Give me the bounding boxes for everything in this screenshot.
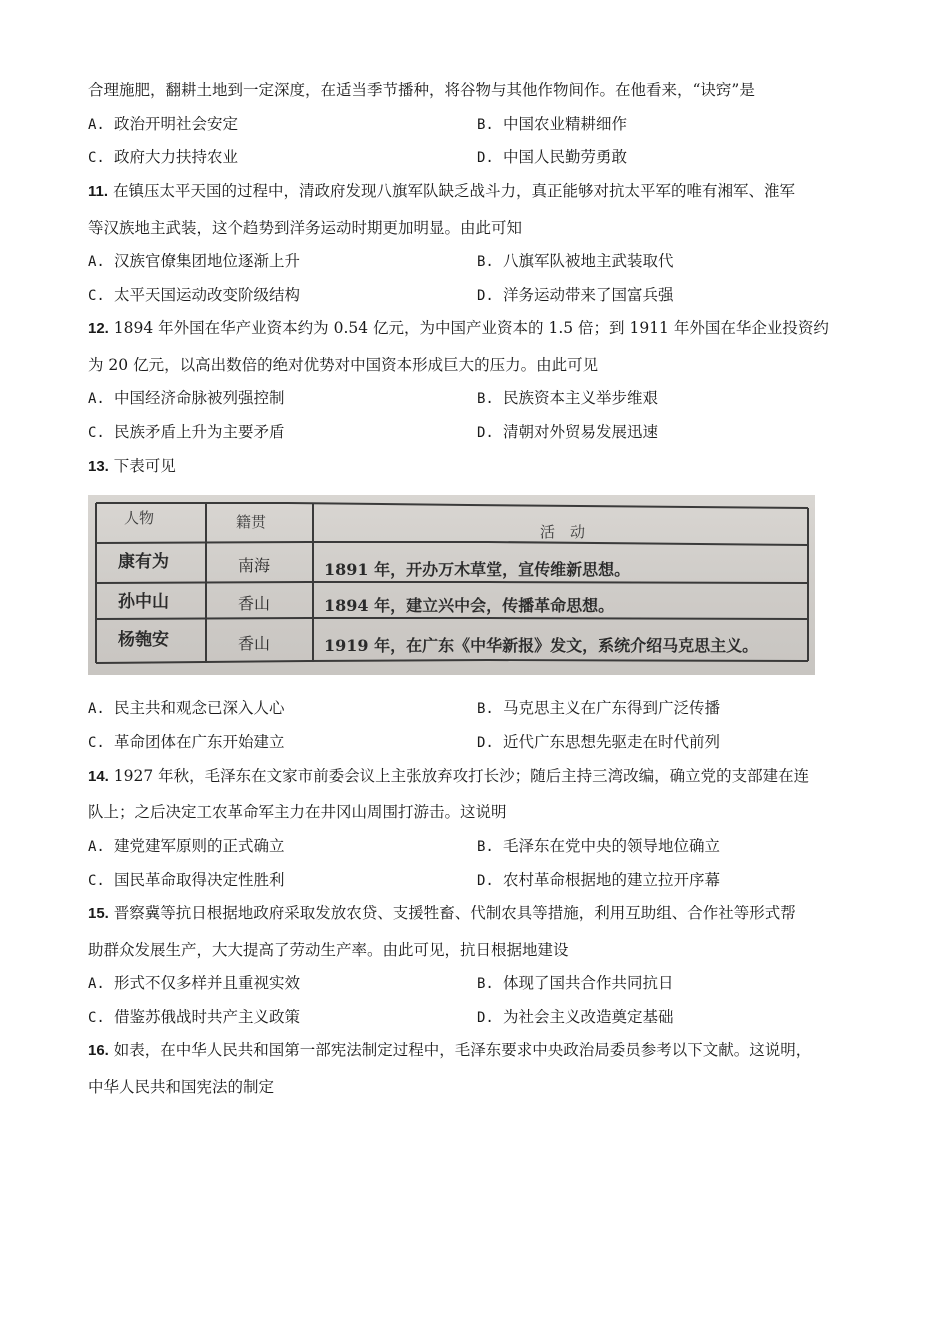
q12-option-b[interactable]: B. 民族资本主义举步维艰 <box>477 389 659 407</box>
q15-option-a[interactable]: A. 形式不仅多样并且重视实效 <box>88 974 301 992</box>
q15-stem-line2: 助群众发展生产，大大提高了劳动生产率。由此可见，抗日根据地建设 <box>88 941 569 959</box>
q14-option-a[interactable]: A. 建党建军原则的正式确立 <box>88 837 285 855</box>
q14-option-b[interactable]: B. 毛泽东在党中央的领导地位确立 <box>477 837 721 855</box>
table-row3-person: 杨匏安 <box>118 630 169 650</box>
q12-stem-line2: 为 20 亿元，以高出数倍的绝对优势对中国资本形成巨大的压力。由此可见 <box>88 356 599 374</box>
q14-option-c[interactable]: C. 国民革命取得决定性胜利 <box>88 871 285 889</box>
q14-option-d[interactable]: D. 农村革命根据地的建立拉开序幕 <box>477 871 721 889</box>
q11-stem-line2: 等汉族地主武装，这个趋势到洋务运动时期更加明显。由此可知 <box>88 219 523 237</box>
table-row1-person: 康有为 <box>118 552 169 572</box>
q10-option-d[interactable]: D. 中国人民勤劳勇敢 <box>477 148 628 166</box>
q11-option-a[interactable]: A. 汉族官僚集团地位逐渐上升 <box>88 252 301 270</box>
q10-option-c[interactable]: C. 政府大力扶持农业 <box>88 148 239 166</box>
q16-stem-line2: 中华人民共和国宪法的制定 <box>88 1078 275 1096</box>
q12-option-a[interactable]: A. 中国经济命脉被列强控制 <box>88 389 285 407</box>
q13-table-photo <box>88 495 815 675</box>
q12-option-d[interactable]: D. 清朝对外贸易发展迅速 <box>477 423 659 441</box>
q13-option-c[interactable]: C. 革命团体在广东开始建立 <box>88 733 285 751</box>
q10-stem: 合理施肥，翻耕土地到一定深度，在适当季节播种，将谷物与其他作物间作。在他看来，“诀窍”是 <box>88 81 755 99</box>
q15-option-b[interactable]: B. 体现了国共合作共同抗日 <box>477 974 674 992</box>
table-header-person: 人物 <box>124 509 155 527</box>
q14-stem-line1: 14. 1927 年秋，毛泽东在文家市前委会议上主张放弃攻打长沙；随后主持三湾改编，确立党的支部建在连 <box>88 767 810 785</box>
q13-option-b[interactable]: B. 马克思主义在广东得到广泛传播 <box>477 699 721 717</box>
table-row1-origin: 南海 <box>238 556 271 575</box>
q11-option-b[interactable]: B. 八旗军队被地主武装取代 <box>477 252 674 270</box>
q11-option-d[interactable]: D. 洋务运动带来了国富兵强 <box>477 286 674 304</box>
q10-option-b[interactable]: B. 中国农业精耕细作 <box>477 115 628 133</box>
q15-option-d[interactable]: D. 为社会主义改造奠定基础 <box>477 1008 674 1026</box>
q15-option-c[interactable]: C. 借鉴苏俄战时共产主义政策 <box>88 1008 301 1026</box>
q13-stem: 13. 下表可见 <box>88 457 176 475</box>
table-row3-origin: 香山 <box>238 634 271 653</box>
q12-stem-line1: 12. 1894 年外国在华产业资本约为 0.54 亿元，为中国产业资本的 1.5 倍；到 1911 年外国在华企业投资约 <box>88 319 829 337</box>
q13-option-a[interactable]: A. 民主共和观念已深入人心 <box>88 699 285 717</box>
table-row2-person: 孙中山 <box>118 592 169 612</box>
table-row2-activity: 1894 年，建立兴中会，传播革命思想。 <box>324 596 615 615</box>
q10-option-a[interactable]: A. 政治开明社会安定 <box>88 115 239 133</box>
table-header-activity: 活 动 <box>540 523 586 541</box>
q14-stem-line2: 队上；之后决定工农革命军主力在井冈山周围打游击。这说明 <box>88 803 507 821</box>
q16-stem-line1: 16. 如表，在中华人民共和国第一部宪法制定过程中，毛泽东要求中央政治局委员参考以下文献。这说明， <box>88 1041 812 1059</box>
q15-stem-line1: 15. 晋察冀等抗日根据地政府采取发放农贷、支援牲畜、代制农具等措施，利用互助组、合作社等形式帮 <box>88 904 796 922</box>
table-row2-origin: 香山 <box>238 594 271 613</box>
q13-option-d[interactable]: D. 近代广东思想先驱走在时代前列 <box>477 733 721 751</box>
table-header-origin: 籍贯 <box>236 513 267 531</box>
q11-option-c[interactable]: C. 太平天国运动改变阶级结构 <box>88 286 301 304</box>
q11-stem-line1: 11. 在镇压太平天国的过程中，清政府发现八旗军队缺乏战斗力，真正能够对抗太平军的唯有湘军、淮军 <box>88 182 795 200</box>
table-row1-activity: 1891 年，开办万木草堂，宣传维新思想。 <box>324 560 631 579</box>
table-row3-activity: 1919 年，在广东《中华新报》发文，系统介绍马克思主义。 <box>324 636 759 655</box>
q12-option-c[interactable]: C. 民族矛盾上升为主要矛盾 <box>88 423 285 441</box>
